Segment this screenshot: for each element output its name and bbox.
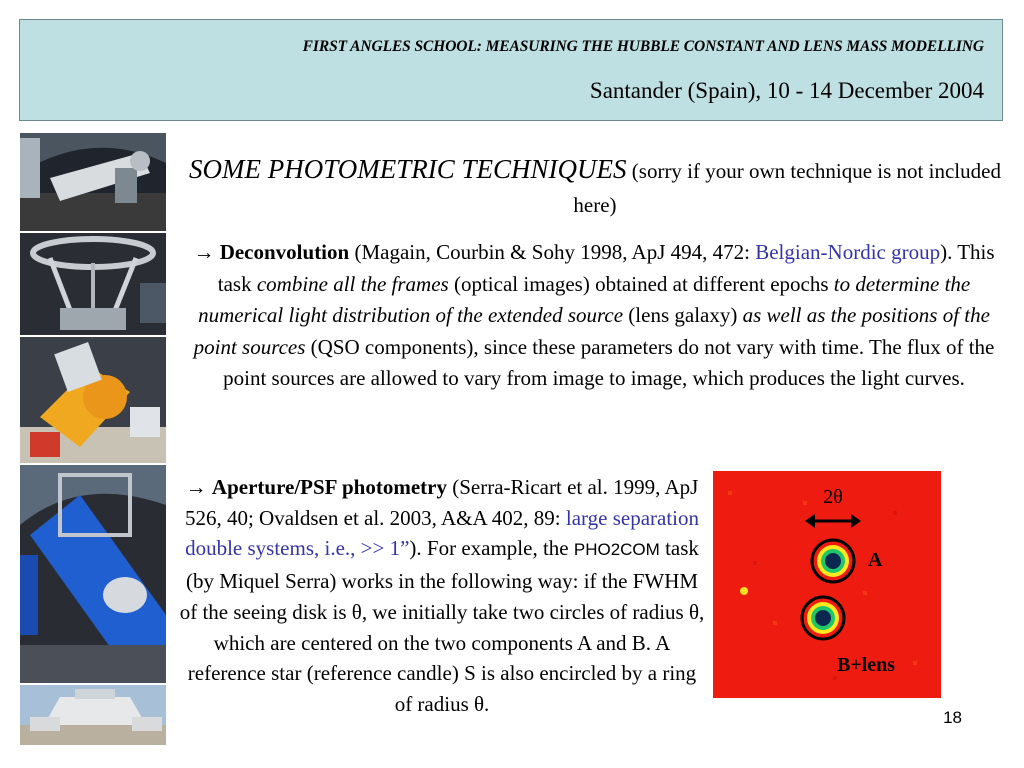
deconvolution-emphasis: combine all the frames [256,271,449,296]
lens-figure [713,471,941,698]
component-b [802,597,844,639]
deconvolution-emphasis: to determine the numerical light distribution of the extended source [198,271,971,327]
title-main: SOME PHOTOMETRIC TECHNIQUES [189,154,627,184]
component-a [812,540,854,582]
yellow-telescope-photo [20,337,166,463]
belgian-nordic-group-link[interactable]: Belgian-Nordic group [755,240,941,264]
deconvolution-text: (optical images) obtained at different epochs [448,271,834,296]
deconvolution-text: (lens galaxy) [623,303,743,327]
aperture-text: ). For example, the [409,536,574,561]
task-name: PHO2COM [573,540,660,560]
page-number: 18 [943,708,962,727]
blue-telescope-photo [20,465,166,683]
deconvolution-text: ). This task [217,240,995,296]
label-a: A [868,549,883,571]
observatory-dome-telescope-photo [20,133,166,231]
aperture-paragraph [177,472,707,720]
aperture-ref: (Serra-Ricart et al. 1999, ApJ 526, 40; Ovaldsen et al. 2003, A&A 402, 89: [184,475,699,530]
deconvolution-term: Deconvolution [219,240,350,264]
reference-star [740,587,748,595]
observatory-building-photo [20,685,166,745]
aperture-text: task (by Miquel Serra) works in the following way: if the FWHM of the seeing disk is θ, we initially take two circles of radius θ, which are centered on the two components A and B. A reference star (reference candle) S is also encircled by a ring of radius θ. [179,536,705,716]
double-systems-link[interactable]: large separation double systems, i.e., >> 1” [185,505,700,561]
arrow-icon: → [185,475,207,499]
deconvolution-text: (QSO components), since these parameters do not vary with time. The flux of the point sources are allowed to vary from image to image, which produces the light curves. [223,334,995,390]
title-note: (sorry if your own technique is not included here) [573,159,1001,217]
arrow-icon: → [193,240,215,264]
aperture-term: Aperture/PSF photometry [211,475,447,499]
separation-label: 2θ [823,486,843,508]
school-title: FIRST ANGLES SCHOOL: MEASURING THE HUBBLE CONSTANT AND LENS MASS MODELLING [302,38,984,55]
label-b-lens: B+lens [837,654,896,676]
deconvolution-ref: (Magain, Courbin & Sohy 1998, ApJ 494, 472: [349,240,756,264]
deconvolution-emphasis: as well as the positions of the point sources [193,303,990,359]
slide-header [19,19,1003,121]
venue-dates: Santander (Spain), 10 - 14 December 2004 [589,78,984,103]
telescope-structure-photo [20,233,166,335]
deconvolution-paragraph [178,237,1010,395]
slide-title [180,152,1010,222]
